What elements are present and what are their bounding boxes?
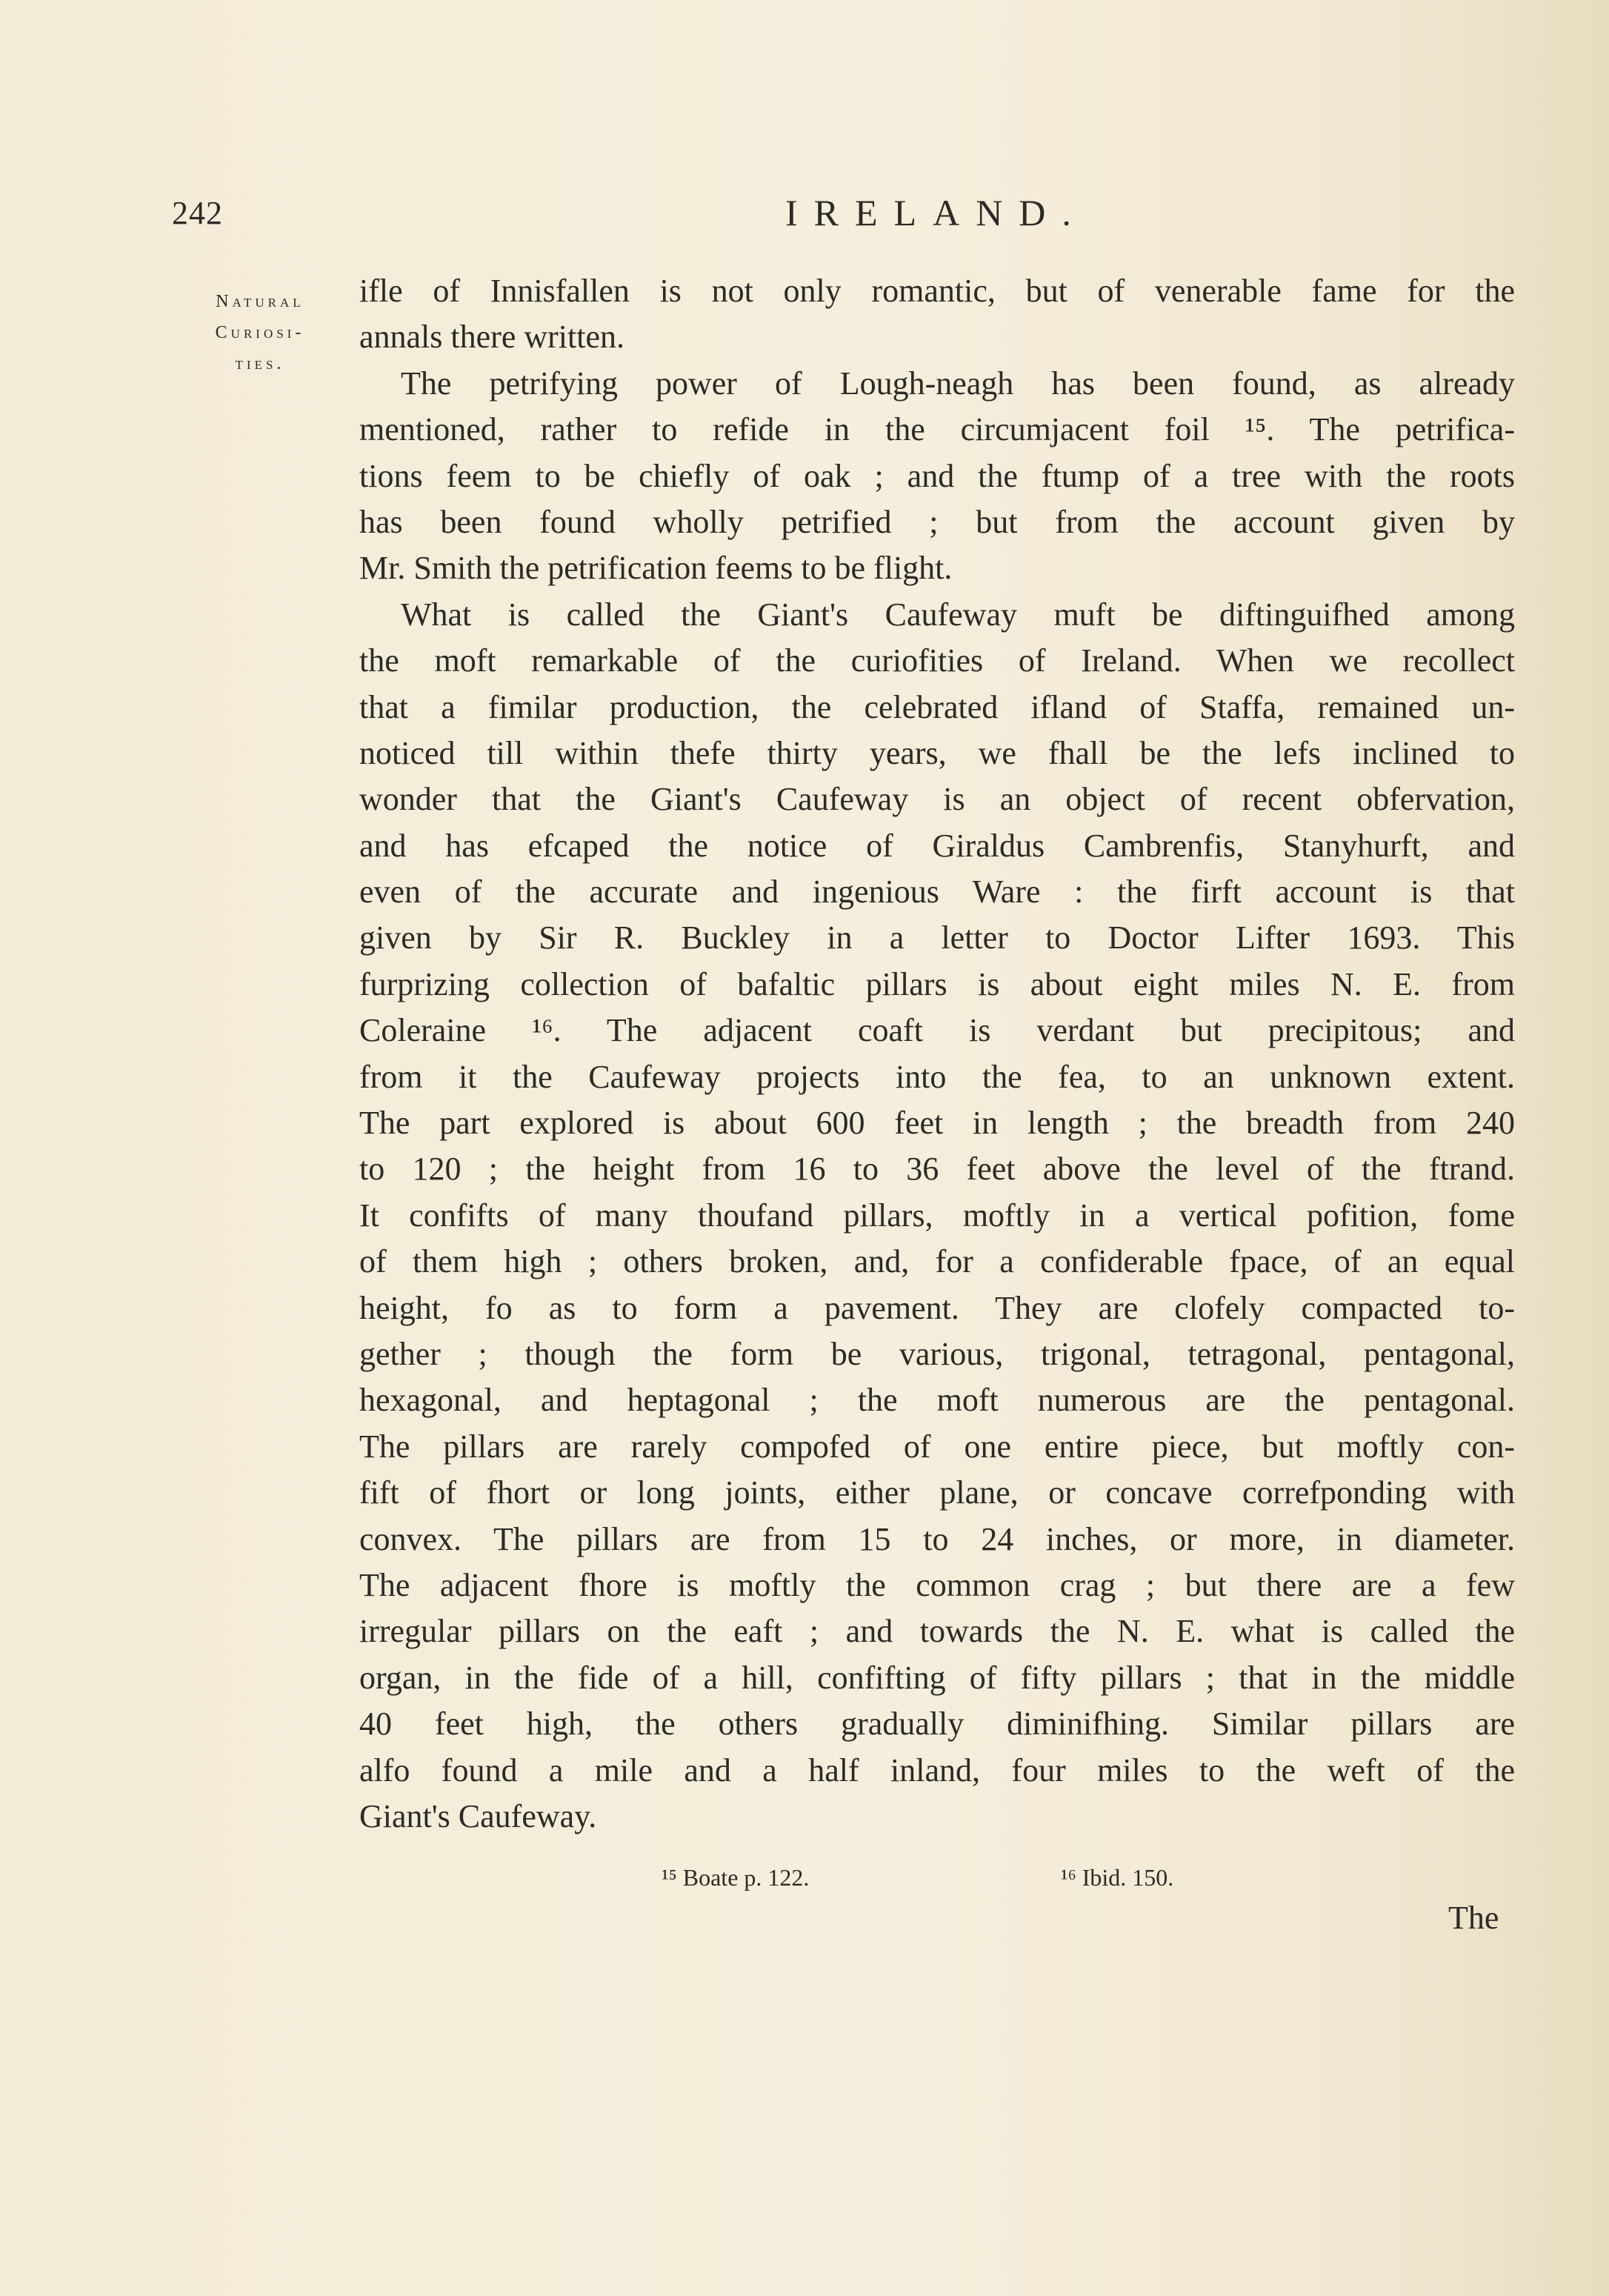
text-line: annals there written. — [359, 319, 624, 356]
margin-note-line: Natural — [216, 292, 304, 311]
text-line: convex. The pillars are from 15 to 24 inches, or more, in diameter. — [359, 1520, 1515, 1557]
text-line: that a fimilar production, the celebrated ifland of Staffa, remained un- — [359, 688, 1515, 725]
margin-note-line: ties. — [235, 354, 285, 373]
text-line: wonder that the Giant's Caufeway is an object of recent obfervation, — [359, 781, 1515, 818]
text-line: The petrifying power of Lough-neagh has been found, as already — [401, 365, 1515, 402]
text-line: irregular pillars on the eaft ; and towards the N. E. what is called the — [359, 1613, 1515, 1650]
text-line: fift of fhort or long joints, either plane, or concave correfponding with — [359, 1474, 1515, 1511]
text-line: Mr. Smith the petrification feems to be flight. — [359, 550, 953, 587]
footnote: ¹⁶ Ibid. 150. — [1061, 1864, 1174, 1891]
text-line: Giant's Caufeway. — [359, 1797, 597, 1834]
text-line: What is called the Giant's Caufeway muft be diftinguifhed among — [401, 596, 1515, 633]
text-line: of them high ; others broken, and, for a confiderable fpace, of an equal — [359, 1243, 1515, 1280]
catchword: The — [1448, 1900, 1499, 1936]
text-line: It confifts of many thoufand pillars, moftly in a vertical pofition, fome — [359, 1197, 1515, 1234]
text-line: Coleraine ¹⁶. The adjacent coaft is verdant but precipitous; and — [359, 1012, 1515, 1049]
margin-note-line: Curiosi- — [215, 323, 305, 342]
text-line: and has efcaped the notice of Giraldus Cambrenfis, Stanyhurft, and — [359, 827, 1515, 864]
text-line: to 120 ; the height from 16 to 36 feet above the level of the ftrand. — [359, 1151, 1515, 1188]
text-line: from it the Caufeway projects into the fea, to an unknown extent. — [359, 1058, 1515, 1095]
text-line: mentioned, rather to refide in the circumjacent foil ¹⁵. The petrifica- — [359, 411, 1515, 448]
text-line: The adjacent fhore is moftly the common crag ; but there are a few — [359, 1566, 1515, 1603]
text-line: the moft remarkable of the curiofities of Ireland. When we recollect — [359, 642, 1515, 679]
text-line: even of the accurate and ingenious Ware : the firft account is that — [359, 874, 1515, 911]
page-number: 242 — [172, 195, 223, 231]
body-text — [359, 268, 1515, 1840]
text-line: 40 feet high, the others gradually diminifhing. Similar pillars are — [359, 1706, 1515, 1743]
text-line: noticed till within thefe thirty years, we fhall be the lefs inclined to — [359, 734, 1515, 771]
text-line: The part explored is about 600 feet in length ; the breadth from 240 — [359, 1105, 1515, 1142]
text-line: tions feem to be chiefly of oak ; and the ftump of a tree with the roots — [359, 457, 1515, 494]
text-line: The pillars are rarely compofed of one entire piece, but moftly con- — [359, 1428, 1515, 1465]
text-line: hexagonal, and heptagonal ; the moft numerous are the pentagonal. — [359, 1382, 1515, 1419]
text-line: ifle of Innisfallen is not only romantic, but of venerable fame for the — [359, 273, 1515, 309]
text-line: given by Sir R. Buckley in a letter to Doctor Lifter 1693. This — [359, 919, 1515, 956]
text-line: gether ; though the form be various, trigonal, tetragonal, pentagonal, — [359, 1335, 1515, 1372]
margin-note — [190, 286, 330, 379]
text-line: has been found wholly petrified ; but from the account given by — [359, 503, 1515, 540]
text-line: organ, in the fide of a hill, confifting of fifty pillars ; that in the middle — [359, 1659, 1515, 1696]
text-line: furprizing collection of bafaltic pillars is about eight miles N. E. from — [359, 965, 1515, 1002]
text-line: alfo found a mile and a half inland, four miles to the weft of the — [359, 1751, 1515, 1788]
footnote: ¹⁵ Boate p. 122. — [662, 1864, 810, 1891]
running-title: IRELAND. — [785, 192, 1087, 233]
text-line: height, fo as to form a pavement. They are clofely compacted to- — [359, 1289, 1515, 1326]
